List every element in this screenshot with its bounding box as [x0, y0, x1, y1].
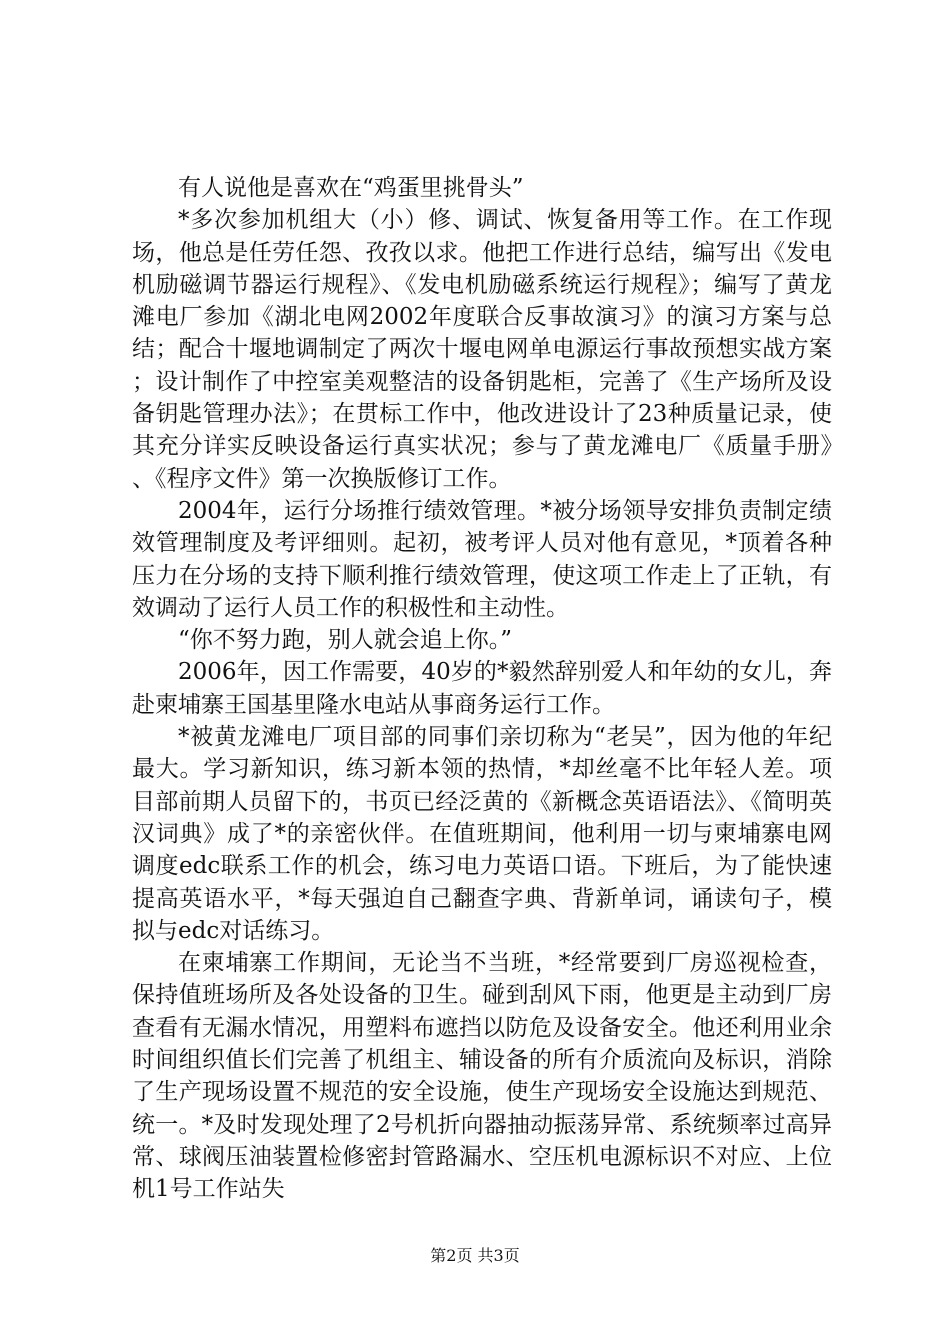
paragraph: 在柬埔寨工作期间，无论当不当班，*经常要到厂房巡视检查，保持值班场所及各处设备的卫生。碰到刮风下雨，他更是主动到厂房查看有无漏水情况，用塑料布遮挡以防危及设备安全。他还利用业余时间组织值长们完善了机组主、辅设备的所有介质流向及标识，消除了生产现场设置不规范的安全设施，使生产现场安全设施达到规范、统一。*及时发现处理了2号机折向器抽动振荡异常、系统频率过高异常、球阀压油装置检修密封管路漏水、空压机电源标识不对应、上位机1号工作站失 — [132, 950, 832, 1203]
paragraph: 有人说他是喜欢在“鸡蛋里挑骨头” — [178, 175, 524, 201]
paragraph: 2004年，运行分场推行绩效管理。*被分场领导安排负责制定绩效管理制度及考评细则。起初，被考评人员对他有意见，*顶着各种压力在分场的支持下顺利推行绩效管理，使这项工作走上了正轨，有效调动了运行人员工作的积极性和主动性。 — [132, 497, 832, 621]
document-body — [132, 172, 832, 1206]
paragraph: 2006年，因工作需要，40岁的*毅然辞别爱人和年幼的女儿，奔赴柬埔寨王国基里隆水电站从事商务运行工作。 — [132, 659, 832, 718]
page-footer: 第2页 共3页 — [430, 1246, 520, 1265]
paragraph: *多次参加机组大（小）修、调试、恢复备用等工作。在工作现场，他总是任劳任怨、孜孜以求。他把工作进行总结，编写出《发电机励磁调节器运行规程》、《发电机励磁系统运行规程》；编写了黄龙滩电厂参加《湖北电网2002年度联合反事故演习》的演习方案与总结；配合十堰地调制定了两次十堰电网单电源运行事故预想实战方案；设计制作了中控室美观整洁的设备钥匙柜，完善了《生产场所及设备钥匙管理办法》；在贯标工作中，他改进设计了23种质量记录，使其充分详实反映设备运行真实状况；参与了黄龙滩电厂《质量手册》、《程序文件》第一次换版修订工作。 — [132, 207, 832, 492]
paragraph: *被黄龙滩电厂项目部的同事们亲切称为“老吴”，因为他的年纪最大。学习新知识，练习新本领的热情，*却丝毫不比年轻人差。项目部前期人员留下的，书页已经泛黄的《新概念英语语法》、《简明英汉词典》成了*的亲密伙伴。在值班期间，他利用一切与柬埔寨电网调度edc联系工作的机会，练习电力英语口语。下班后，为了能快速提高英语水平，*每天强迫自己翻查字典、背新单词，诵读句子，模拟与edc对话练习。 — [132, 724, 832, 944]
paragraph: “你不努力跑，别人就会追上你。” — [178, 627, 513, 654]
